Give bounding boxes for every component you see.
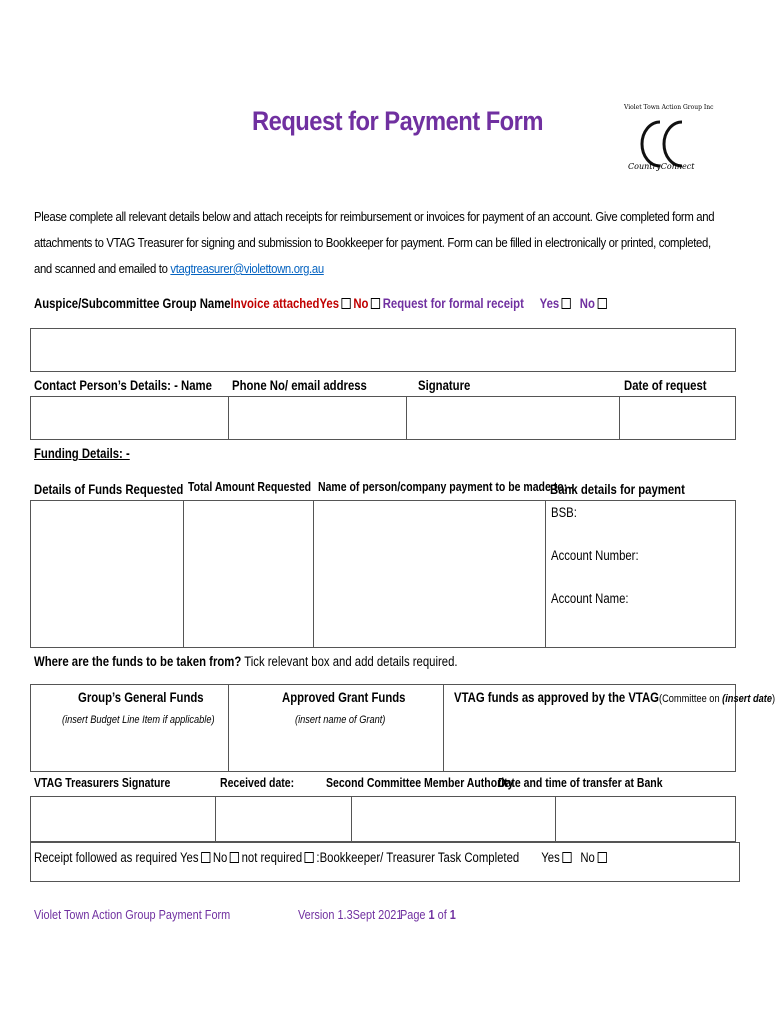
footer-version: Version 1.3Sept 2021 bbox=[298, 907, 403, 922]
invoice-no-checkbox[interactable] bbox=[371, 298, 380, 309]
total-amount-field[interactable] bbox=[184, 501, 312, 647]
funds-details-label: Details of Funds Requested bbox=[34, 482, 184, 497]
account-number-label: Account Number: bbox=[551, 548, 639, 563]
total-amount-label: Total Amount Requested bbox=[188, 480, 312, 494]
general-funds-hint: (insert Budget Line Item if applicable) bbox=[62, 714, 215, 726]
page-prefix: Page bbox=[400, 907, 429, 922]
receipt-followed-no-checkbox[interactable] bbox=[230, 852, 239, 863]
receipt-row bbox=[34, 850, 609, 865]
vtag-funds-label: VTAG funds as approved by the VTAG bbox=[454, 690, 659, 705]
phone-email-field[interactable] bbox=[229, 397, 405, 439]
page-title: Request for Payment Form bbox=[252, 106, 543, 136]
task-no-label: No bbox=[580, 850, 595, 865]
organisation-logo bbox=[624, 104, 714, 194]
funds-details-field[interactable] bbox=[31, 501, 182, 647]
bank-details-label: Bank details for payment bbox=[550, 482, 685, 497]
contact-name-label: Contact Person’s Details: - Name bbox=[34, 378, 212, 393]
footer-page-number bbox=[400, 907, 456, 922]
invoice-yes-checkbox[interactable] bbox=[342, 298, 351, 309]
footer-form-name: Violet Town Action Group Payment Form bbox=[34, 907, 231, 922]
second-member-field[interactable] bbox=[352, 797, 554, 841]
invoice-yes-label: Yes bbox=[319, 296, 340, 311]
contact-name-field[interactable] bbox=[31, 397, 227, 439]
treasurer-email-link[interactable]: vtagtreasurer@violettown.org.au bbox=[170, 261, 324, 276]
funds-source-instruction: Tick relevant box and add details required. bbox=[241, 654, 458, 669]
page-current: 1 bbox=[428, 907, 435, 922]
date-of-request-label: Date of request bbox=[624, 378, 707, 393]
group-row bbox=[34, 296, 609, 311]
funds-source-question bbox=[34, 654, 458, 669]
receipt-no-label: No bbox=[579, 296, 595, 311]
group-name-field[interactable] bbox=[30, 328, 736, 372]
second-member-label: Second Committee Member Authority bbox=[326, 776, 514, 790]
not-required-checkbox[interactable] bbox=[305, 852, 314, 863]
page-of: of bbox=[434, 907, 450, 922]
date-of-request-field[interactable] bbox=[620, 397, 735, 439]
invoice-attached-label: Invoice attached bbox=[230, 296, 320, 311]
funding-divider bbox=[545, 500, 546, 648]
bookkeeper-task-label: :Bookkeeper/ Treasurer Task Completed bbox=[316, 850, 520, 865]
phone-email-label: Phone No/ email address bbox=[232, 378, 367, 393]
treasurer-signature-label: VTAG Treasurers Signature bbox=[34, 776, 171, 790]
received-date-field[interactable] bbox=[216, 797, 350, 841]
transfer-date-label: Date and time of transfer at Bank bbox=[498, 776, 663, 790]
task-yes-label: Yes bbox=[541, 850, 560, 865]
page-total: 1 bbox=[449, 907, 456, 922]
vtag-funds-hint: (Committee on bbox=[658, 693, 723, 705]
vtag-funds-hint-close: ) bbox=[771, 693, 775, 705]
task-yes-checkbox[interactable] bbox=[562, 852, 571, 863]
grant-funds-hint: (insert name of Grant) bbox=[295, 714, 386, 726]
vtag-funds-field[interactable] bbox=[444, 712, 735, 770]
funds-source-question-bold: Where are the funds to be taken from? bbox=[34, 654, 242, 669]
logo-top-text: Violet Town Action Group Inc bbox=[624, 104, 714, 111]
received-date-label: Received date: bbox=[220, 776, 295, 790]
logo-bottom-text: CountryConnect bbox=[628, 162, 695, 171]
signature-label: Signature bbox=[418, 378, 471, 393]
intro-paragraph bbox=[34, 204, 722, 282]
receipt-followed-label: Receipt followed as required Yes bbox=[34, 850, 199, 865]
vtag-funds-date-hint: (insert date bbox=[722, 693, 772, 705]
task-no-checkbox[interactable] bbox=[597, 852, 606, 863]
receipt-followed-yes-checkbox[interactable] bbox=[201, 852, 210, 863]
receipt-yes-label: Yes bbox=[539, 296, 560, 311]
account-name-label: Account Name: bbox=[551, 591, 629, 606]
group-name-label: Auspice/Subcommittee Group Name bbox=[34, 296, 231, 311]
receipt-no-checkbox[interactable] bbox=[597, 298, 606, 309]
vtag-funds-row bbox=[454, 690, 775, 705]
invoice-no-label: No bbox=[353, 296, 369, 311]
general-funds-field[interactable] bbox=[31, 730, 227, 770]
signature-field[interactable] bbox=[407, 397, 618, 439]
receipt-followed-no-label: No bbox=[212, 850, 228, 865]
bsb-label: BSB: bbox=[551, 505, 577, 520]
formal-receipt-label: Request for formal receipt bbox=[382, 296, 524, 311]
grant-funds-label: Approved Grant Funds bbox=[282, 690, 406, 705]
general-funds-label: Group’s General Funds bbox=[78, 690, 204, 705]
payee-label: Name of person/company payment to be made to: - bbox=[318, 480, 574, 494]
payee-field[interactable] bbox=[314, 501, 544, 647]
receipt-yes-checkbox[interactable] bbox=[562, 298, 571, 309]
treasurer-signature-field[interactable] bbox=[31, 797, 214, 841]
funding-heading: Funding Details: - bbox=[34, 446, 130, 461]
intro-text: Please complete all relevant details below and attach receipts for reimbursement or invoices for payment of an account. Give completed form and attachments to VTAG Treasurer for signing and submission to Bookkeeper for payment. Form can be filled in electronically or printed, completed, and scanned and emailed to bbox=[34, 209, 715, 276]
not-required-label: not required bbox=[241, 850, 303, 865]
transfer-date-field[interactable] bbox=[556, 797, 735, 841]
grant-funds-field[interactable] bbox=[229, 730, 442, 770]
